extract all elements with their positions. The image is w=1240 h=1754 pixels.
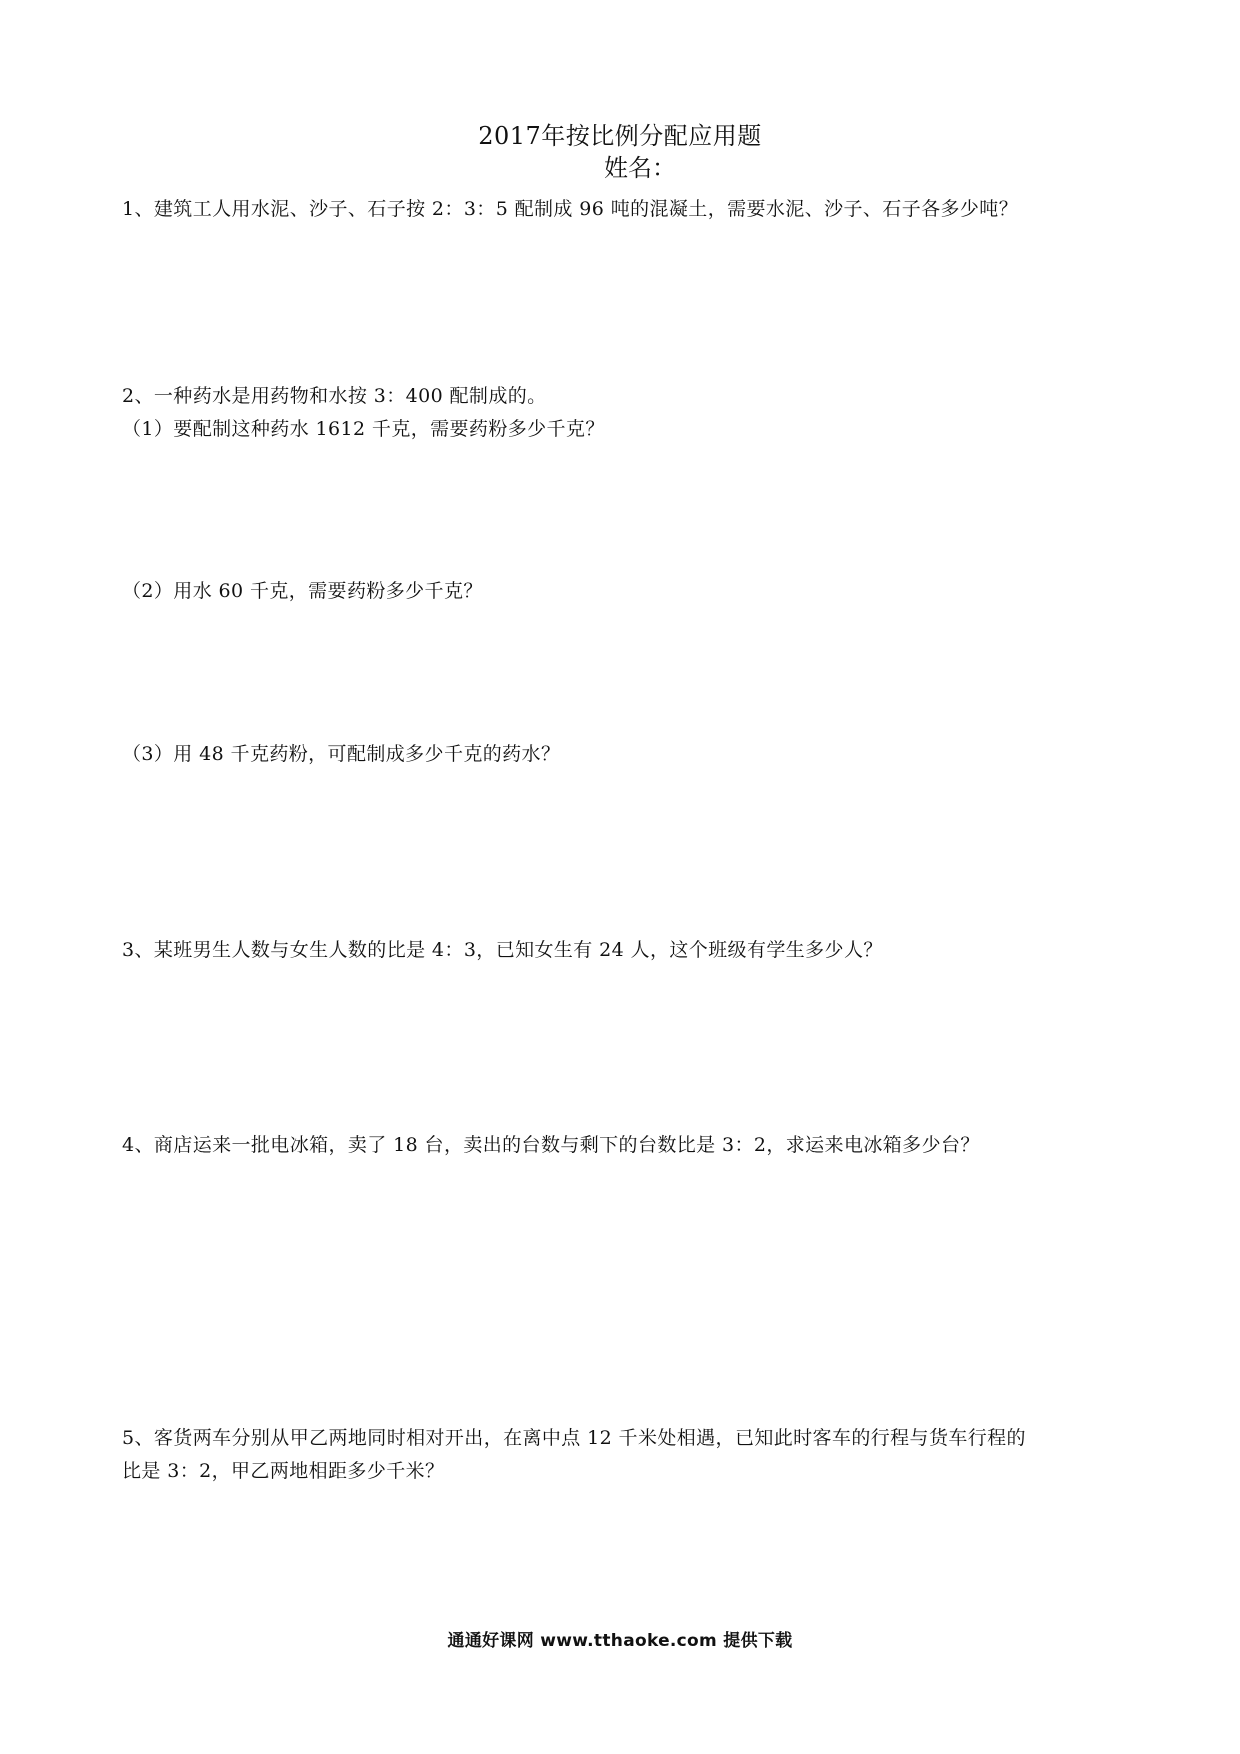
question-2-part-3: （3）用 48 千克药粉，可配制成多少千克的药水？ (122, 743, 561, 765)
page-title: 2017年按比例分配应用题 (478, 122, 762, 150)
question-2-part-2: （2）用水 60 千克，需要药粉多少千克？ (122, 580, 483, 602)
question-4: 4、商店运来一批电冰箱，卖了 18 台，卖出的台数与剩下的台数比是 3：2，求运来电冰箱多少台？ (122, 1134, 980, 1156)
question-3: 3、某班男生人数与女生人数的比是 4：3，已知女生有 24 人，这个班级有学生多少人？ (122, 939, 883, 961)
question-2: 2、一种药水是用药物和水按 3：400 配制成的。 (122, 385, 547, 407)
question-5-line-2: 比是 3：2，甲乙两地相距多少千米？ (122, 1460, 445, 1482)
question-2-part-1: （1）要配制这种药水 1612 千克，需要药粉多少千克？ (122, 418, 605, 440)
name-label: 姓名： (604, 154, 676, 182)
question-1: 1、建筑工人用水泥、沙子、石子按 2：3：5 配制成 96 吨的混凝土，需要水泥、沙子、石子各多少吨？ (122, 198, 1019, 220)
footer-download-note: 通通好课网 www.tthaoke.com 提供下载 (447, 1631, 793, 1651)
question-5-line-1: 5、客货两车分别从甲乙两地同时相对开出，在离中点 12 千米处相遇，已知此时客车的行程与货车行程的 (122, 1427, 1026, 1449)
